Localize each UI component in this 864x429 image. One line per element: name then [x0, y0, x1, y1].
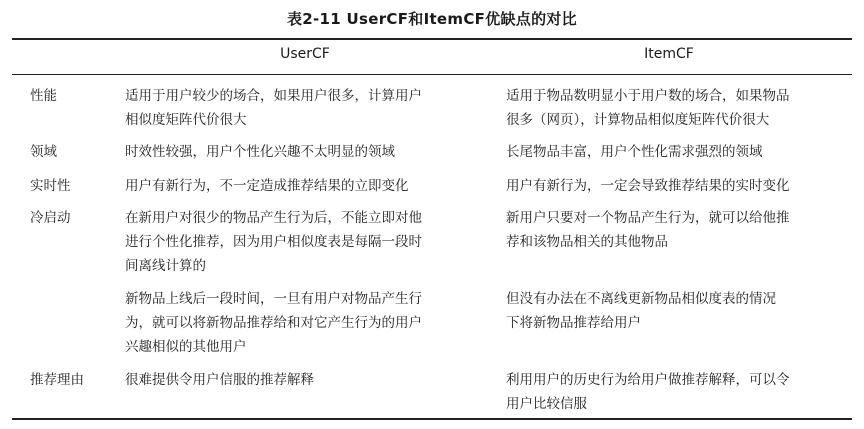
itemcf-cell [506, 287, 846, 335]
itemcf-cell [506, 140, 846, 164]
cell-line: 兴趣相似的其他用户 [125, 339, 247, 355]
cell-line: 适用于物品数明显小于用户数的场合，如果物品 [506, 88, 790, 104]
table-caption: 表2-11 UserCF和ItemCF优缺点的对比 [286, 10, 577, 28]
cell-line: 新用户只要对一个物品产生行为，就可以给他推 [506, 210, 790, 226]
cell-line: 很难提供令用户信服的推荐解释 [125, 372, 314, 388]
row-label: 推荐理由 [30, 372, 84, 388]
itemcf-cell [506, 84, 846, 132]
row-label: 冷启动 [30, 210, 71, 226]
cell-line: 下将新物品推荐给用户 [506, 315, 641, 331]
cell-line: 在新用户对很少的物品产生行为后，不能立即对他 [125, 210, 422, 226]
usercf-cell [125, 368, 490, 392]
column-header-usercf: UserCF [280, 46, 330, 62]
usercf-cell [125, 206, 490, 278]
cell-line: 相似度矩阵代价很大 [125, 112, 247, 128]
table-top-rule [12, 38, 852, 40]
row-label: 领域 [30, 144, 57, 160]
cell-line: 用户比较信服 [506, 396, 587, 412]
row-label: 实时性 [30, 178, 71, 194]
cell-line: 但没有办法在不离线更新物品相似度表的情况 [506, 291, 776, 307]
usercf-cell [125, 174, 490, 198]
itemcf-cell [506, 368, 846, 416]
itemcf-cell [506, 206, 846, 254]
cell-line: 用户有新行为，一定会导致推荐结果的实时变化 [506, 178, 790, 194]
cell-line: 很多（网页），计算物品相似度矩阵代价很大 [506, 112, 770, 128]
cell-line: 利用用户的历史行为给用户做推荐解释，可以令 [506, 372, 790, 388]
column-header-itemcf: ItemCF [644, 46, 694, 62]
cell-line: 荐和该物品相关的其他物品 [506, 234, 668, 250]
cell-line: 新物品上线后一段时间，一旦有用户对物品产生行 [125, 291, 422, 307]
cell-line: 时效性较强，用户个性化兴趣不太明显的领域 [125, 144, 395, 160]
itemcf-cell [506, 174, 846, 198]
cell-line: 长尾物品丰富，用户个性化需求强烈的领域 [506, 144, 763, 160]
usercf-cell [125, 287, 490, 359]
row-label: 性能 [30, 88, 57, 104]
usercf-cell [125, 140, 490, 164]
cell-line: 为，就可以将新物品推荐给和对它产生行为的用户 [125, 315, 422, 331]
cell-line: 间离线计算的 [125, 258, 206, 274]
table-header-rule [12, 74, 852, 75]
cell-line: 进行个性化推荐，因为用户相似度表是每隔一段时 [125, 234, 422, 250]
cell-line: 用户有新行为，不一定造成推荐结果的立即变化 [125, 178, 409, 194]
usercf-cell [125, 84, 490, 132]
cell-line: 适用于用户较少的场合，如果用户很多，计算用户 [125, 88, 422, 104]
table-bottom-rule [12, 418, 852, 420]
